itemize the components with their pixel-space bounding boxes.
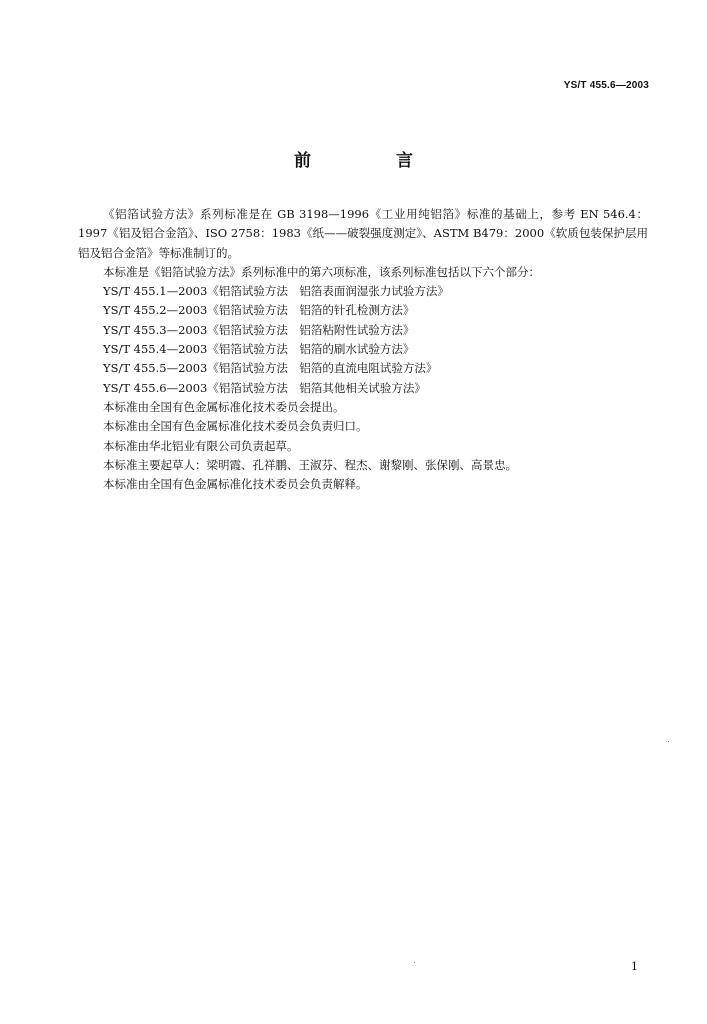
drafters-paragraph: 本标准主要起草人：梁明霞、孔祥鹏、王淑芬、程杰、谢黎刚、张保刚、高景忠。 bbox=[103, 457, 517, 472]
series-parts-list bbox=[78, 282, 648, 398]
drafted-by-paragraph: 本标准由华北铝业有限公司负责起草。 bbox=[103, 438, 299, 453]
series-part-item: YS/T 455.1—2003《铝箔试验方法 铝箔表面润湿张力试验方法》 bbox=[103, 284, 449, 299]
series-part-item: YS/T 455.3—2003《铝箔试验方法 铝箔粘附性试验方法》 bbox=[103, 322, 415, 337]
series-intro-paragraph: 本标准是《铝箔试验方法》系列标准中的第六项标准，该系列标准包括以下六个部分： bbox=[103, 264, 540, 279]
managed-by-paragraph: 本标准由全国有色金属标准化技术委员会负责归口。 bbox=[103, 419, 368, 434]
series-part-item: YS/T 455.2—2003《铝箔试验方法 铝箔的针孔检测方法》 bbox=[103, 303, 415, 318]
page-number: 1 bbox=[631, 960, 638, 973]
intro-paragraph: 《铝箔试验方法》系列标准是在 GB 3198—1996《工业用纯铝箔》标准的基础上，参考 EN 546.4：1997《铝及铝合金箔》、ISO 2758：1983《纸——破裂强度测定》、ASTM B479：2000《软质包装保护层用铝及铝合金箔》等标准制订的。 bbox=[78, 207, 648, 260]
proposed-by-paragraph: 本标准由全国有色金属标准化技术委员会提出。 bbox=[103, 399, 345, 414]
page-title: 前 言 bbox=[294, 151, 447, 171]
scan-speck bbox=[668, 741, 669, 742]
series-part-item: YS/T 455.6—2003《铝箔试验方法 铝箔其他相关试验方法》 bbox=[103, 380, 426, 395]
series-part-item: YS/T 455.4—2003《铝箔试验方法 铝箔的刷水试验方法》 bbox=[103, 342, 415, 357]
series-part-item: YS/T 455.5—2003《铝箔试验方法 铝箔的直流电阻试验方法》 bbox=[103, 361, 438, 376]
scan-speck bbox=[414, 962, 415, 963]
foreword-body bbox=[78, 205, 648, 494]
interpreted-by-paragraph: 本标准由全国有色金属标准化技术委员会负责解释。 bbox=[103, 477, 368, 492]
standard-code-header: YS/T 455.6—2003 bbox=[563, 80, 649, 91]
